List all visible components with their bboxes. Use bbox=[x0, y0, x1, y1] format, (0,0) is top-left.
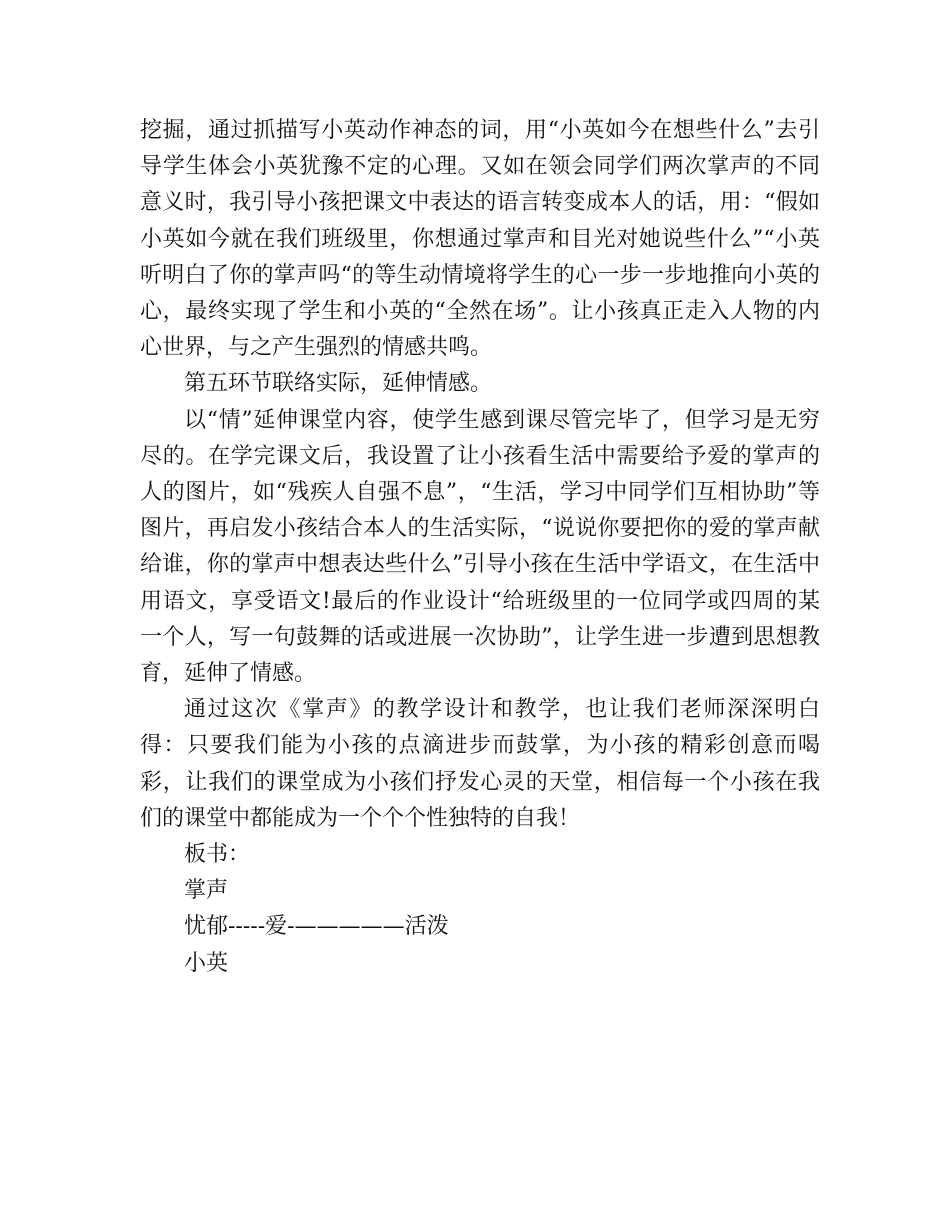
board-heading: 板书： bbox=[184, 842, 251, 868]
document-body bbox=[140, 113, 820, 982]
board-title: 掌声 bbox=[184, 878, 229, 904]
paragraph-continuation: 挖掘，通过抓描写小英动作神态的词，用“小英如今在想些什么”去引导学生体会小英犹豫不定的心理。又如在领会同学们两次掌声的不同意义时，我引导小孩把课文中表达的语言转变成本人的话，用：“假如小英如今就在我们班级里，你想通过掌声和目光对她说些什么”“小英听明白了你的掌声吗“的等生动情境将学生的心一步一步地推向小英的心，最终实现了学生和小英的“全然在场”。让小孩真正走入人物的内心世界，与之产生强烈的情感共鸣。 bbox=[140, 118, 820, 361]
board-emotion-line: 忧郁-----爱-—————活泼 bbox=[184, 914, 449, 940]
paragraph-conclusion: 通过这次《掌声》的教学设计和教学，也让我们老师深深明白得：只要我们能为小孩的点滴进步而鼓掌，为小孩的精彩创意而喝彩，让我们的课堂成为小孩们抒发心灵的天堂，相信每一个小孩在我们的课堂中都能成为一个个个性独特的自我！ bbox=[140, 697, 820, 831]
board-character-name: 小英 bbox=[184, 950, 229, 976]
paragraph-extend-emotion: 以“情”延伸课堂内容，使学生感到课尽管完毕了，但学习是无穷尽的。在学完课文后，我设置了让小孩看生活中需要给予爱的掌声的人的图片，如“残疾人自强不息”，“生活，学习中同学们互相协助”等图片，再启发小孩结合本人的生活实际，“说说你要把你的爱的掌声献给谁，你的掌声中想表达些什么”引导小孩在生活中学语文，在生活中用语文，享受语文!最后的作业设计“给班级里的一位同学或四周的某一个人，写一句鼓舞的话或进展一次协助”，让学生进一步遭到思想教育，延伸了情感。 bbox=[140, 407, 820, 687]
section-heading-step-five: 第五环节联络实际，延伸情感。 bbox=[184, 371, 493, 397]
